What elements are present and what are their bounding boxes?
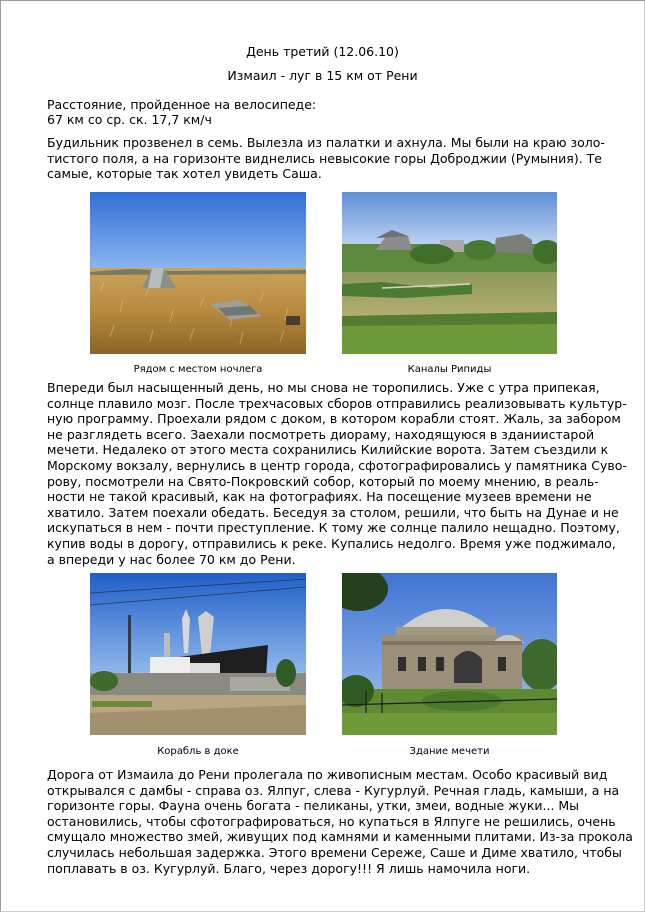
paragraph-line: рову, посмотрели на Свято-Покровский собор, который по моему мнению, в реаль- (47, 473, 599, 489)
paragraph-line: остановились, чтобы сфотографироваться, но купаться в Ялпуге не решились, очень (47, 813, 616, 829)
caption-tent: Рядом с местом ночлега (133, 364, 263, 375)
paragraph-line: самые, которые так хотел увидеть Саша. (47, 166, 322, 182)
paragraph-line: не разглядеть всего. Заехали посмотреть диораму, находящуюся в зданиистарой (47, 426, 595, 442)
paragraph-line: Морскому вокзалу, вернулись в центр города, сфотографировались у памятника Суво- (47, 457, 627, 473)
paragraph-line: Впереди был насыщенный день, но мы снова не торопились. Уже с утра припекая, (47, 380, 600, 395)
paragraph-line: открывался с дамбы - справа оз. Ялпуг, слева - Кугурлуй. Речная гладь, камыши, а на (47, 782, 620, 798)
photo-ship-dock (90, 573, 306, 735)
caption-canals: Каналы Рипиды (407, 364, 492, 375)
paragraph-line: Дорога от Измаила до Рени пролегала по живописным местам. Особо красивый вид (47, 767, 608, 782)
distance-label: Расстояние, пройденное на велосипеде: (47, 97, 317, 112)
paragraph-1 (47, 135, 605, 182)
paragraph-line: Будильник прозвенел в семь. Вылезла из палатки и ахнула. Мы были на краю золо- (47, 135, 605, 150)
photo-canals (342, 192, 557, 354)
paragraph-line: горизонте горы. Фауна очень богата - пеликаны, утки, змеи, водные жуки... Мы (47, 798, 580, 814)
paragraph-line: тистого поля, а на горизонте виднелись невысокие горы Доброджии (Румыния). Те (47, 150, 602, 166)
paragraph-line: смущало множество змей, живущих под камнями и каменными плитами. Из-за прокола (47, 829, 633, 845)
route-subtitle: Измаил - луг в 15 км от Рени (227, 68, 418, 83)
paragraph-line: купив воды в дорогу, отправились к реке. Купались недолго. Время уже поджимало, (47, 535, 616, 551)
distance-value: 67 км со ср. ск. 17,7 км/ч (47, 112, 212, 127)
photo-mosque (342, 573, 557, 735)
paragraph-line: солнце плавило мозг. После трехчасовых сборов отправились реализовывать культур- (47, 395, 627, 411)
paragraph-line: поплавать в оз. Кугурлуй. Благо, через дорогу!!! Я лишь намочила ноги. (47, 860, 531, 876)
paragraph-3 (47, 767, 633, 876)
paragraph-line: искупаться в нем - почти преступление. К тому же солнце палило нещадно. Поэтому, (47, 520, 620, 536)
caption-ship: Корабль в доке (157, 746, 239, 757)
paragraph-line: ную программу. Проехали рядом с доком, в котором корабли стоят. Жаль, за забором (47, 411, 621, 427)
photo-tent-field (90, 192, 306, 354)
paragraph-line: мечети. Недалеко от этого места сохранились Килийские ворота. Затем съездили к (47, 442, 609, 458)
paragraph-line: случилась небольшая задержка. Этого времени Сереже, Саше и Диме хватило, чтобы (47, 844, 622, 860)
paragraph-line: хватило. Затем поехали обедать. Беседуя за столом, решили, что быть на Дунае и не (47, 504, 619, 520)
paragraph-2 (47, 380, 627, 567)
caption-mosque: Здание мечети (409, 746, 490, 757)
paragraph-line: а впереди у нас более 70 км до Рени. (47, 551, 296, 567)
paragraph-line: ности не такой красивый, как на фотографиях. На посещение музеев времени не (47, 489, 592, 505)
day-title: День третий (12.06.10) (246, 44, 399, 59)
